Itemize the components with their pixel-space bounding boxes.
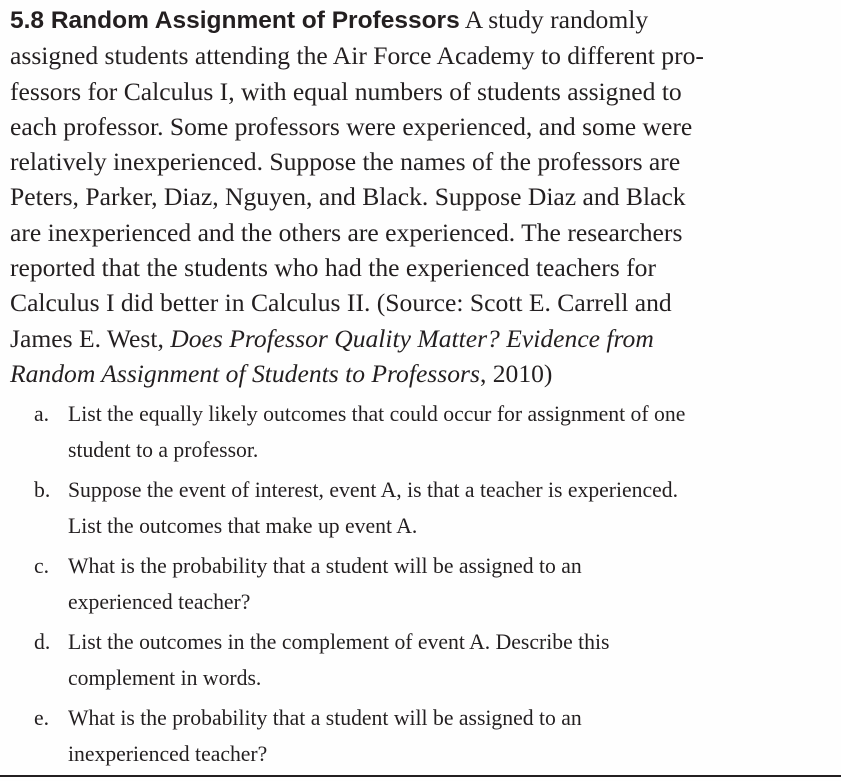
item-line: inexperienced teacher? [68,742,268,767]
item-line: List the outcomes in the complement of event A. Describe this [68,630,610,655]
exercise-body [10,2,832,391]
item-line: List the outcomes that make up event A. [68,514,418,539]
item-line: What is the probability that a student will be assigned to an [68,706,582,731]
item-line: What is the probability that a student will be assigned to an [68,554,582,579]
source-authors: James E. West, [10,323,171,353]
item-line: List the equally likely outcomes that could occur for assignment of one [68,402,686,427]
question-item-d [10,624,832,696]
question-item-c [10,548,832,620]
source-year: , 2010) [479,358,553,388]
exercise-heading: 5.8 Random Assignment of Professors [10,7,460,34]
body-line: fessors for Calculus I, with equal numbers of students assigned to [10,76,682,106]
question-item-a [10,396,832,468]
source-title-part2: Random Assignment of Students to Professors [10,358,480,388]
body-text: A study randomly [464,5,649,34]
item-line: experienced teacher? [68,590,251,615]
item-line: student to a professor. [68,438,259,463]
bottom-divider [0,775,841,777]
body-line: are inexperienced and the others are experienced. The researchers [10,217,683,247]
body-line [10,2,832,38]
item-letter: b. [34,478,51,503]
body-line: assigned students attending the Air Force Academy to different pro- [10,41,704,71]
question-item-b [10,472,832,544]
body-line: each professor. Some professors were experienced, and some were [10,111,693,141]
body-line: Peters, Parker, Diaz, Nguyen, and Black. Suppose Diaz and Black [10,182,686,212]
body-line: relatively inexperienced. Suppose the names of the professors are [10,147,681,177]
source-line [10,356,832,391]
exercise-5-8 [10,2,832,772]
item-letter: a. [34,402,50,427]
item-line: Suppose the event of interest, event A, is that a teacher is experienced. [68,478,679,503]
question-list [10,396,832,772]
body-line: Calculus I did better in Calculus II. (Source: Scott E. Carrell and [10,288,672,318]
item-letter: e. [34,706,50,731]
source-line [10,321,832,356]
question-item-e [10,700,832,772]
item-letter: c. [34,554,50,579]
item-line: complement in words. [68,666,262,691]
body-line: reported that the students who had the experienced teachers for [10,253,656,283]
item-letter: d. [34,630,51,655]
source-title-part1: Does Professor Quality Matter? Evidence from [170,323,654,353]
